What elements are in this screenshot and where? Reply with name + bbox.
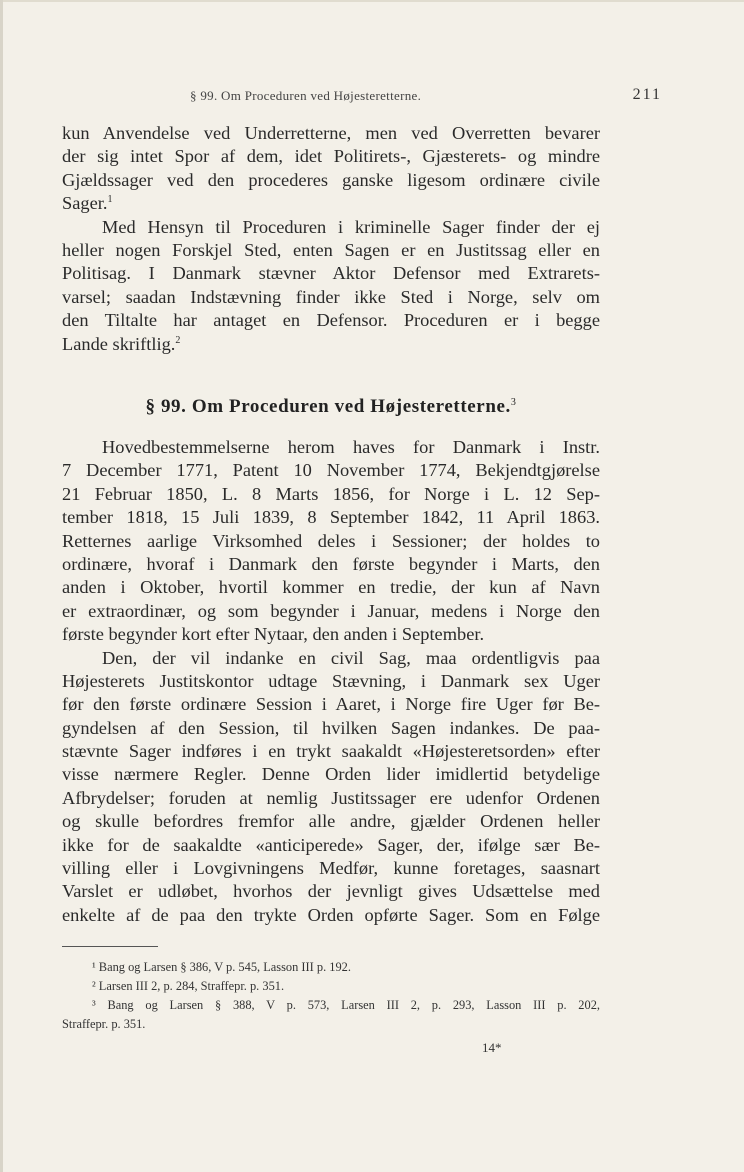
text-line: Afbrydelser; foruden at nemlig Justitssager ere udenfor Ordenen bbox=[62, 787, 600, 808]
text-line: Sager.$^1$ bbox=[62, 193, 113, 214]
section-heading: § 99. Om Proceduren ved Højesteretterne.$^3$ bbox=[145, 396, 517, 417]
page-edge-left bbox=[0, 0, 3, 1172]
page-number: 211 bbox=[632, 86, 662, 103]
text-line: stævnte Sager indføres i en trykt saakaldt «Højesteretsorden» efter bbox=[62, 741, 600, 762]
running-header bbox=[62, 84, 662, 108]
running-header-title: § 99. Om Proceduren ved Højesteretterne. bbox=[190, 88, 422, 103]
text-line: Den, der vil indanke en civil Sag, maa ordentligvis paa bbox=[102, 647, 600, 668]
footnote-ref[interactable]: 3 bbox=[510, 397, 517, 408]
text-line: der sig intet Spor af dem, idet Politirets-, Gjæsterets- og mindre bbox=[62, 146, 600, 167]
text-line: 7 December 1771, Patent 10 November 1774, Bekjendtgjørelse bbox=[62, 460, 600, 481]
text-line: Retternes aarlige Virksomhed deles i Sessioner; der holdes to bbox=[62, 530, 600, 551]
text-line: Med Hensyn til Proceduren i kriminelle Sager finder der ej bbox=[102, 216, 600, 237]
text-line: ikke for de saakaldte «anticiperede» Sager, der, ifølge sær Be- bbox=[62, 834, 600, 855]
footnote-ref[interactable]: 2 bbox=[175, 334, 181, 346]
signature-mark: 14* bbox=[482, 1040, 502, 1055]
main-text-section bbox=[62, 436, 600, 927]
text-line: heller nogen Forskjel Sted, enten Sagen er en Justitssag eller en bbox=[62, 239, 600, 260]
text-line: 21 Februar 1850, L. 8 Marts 1856, for Norge i L. 12 Sep- bbox=[62, 483, 600, 504]
text-line: Politisag. I Danmark stævner Aktor Defensor med Extrarets- bbox=[62, 263, 600, 284]
text-line: kun Anvendelse ved Underretterne, men ved Overretten bevarer bbox=[62, 123, 600, 143]
text-line: anden i Oktober, hvortil kommer en tredie, der kun af Navn bbox=[62, 577, 600, 598]
page-edge-top bbox=[0, 0, 744, 2]
footnotes bbox=[62, 958, 600, 1034]
text-line: Hovedbestemmelserne herom haves for Danmark i Instr. bbox=[102, 437, 600, 457]
text-line: villing eller i Lovgivningens Medfør, kunne foretages, saasnart bbox=[62, 858, 600, 879]
text-line: varsel; saadan Indstævning finder ikke Sted i Norge, selv om bbox=[62, 286, 600, 307]
text-line: og skulle befordres fremfor alle andre, gjælder Ordenen heller bbox=[62, 811, 600, 832]
footnote: ² Larsen III 2, p. 284, Straffepr. p. 351. bbox=[92, 979, 285, 993]
footnote: ¹ Bang og Larsen § 386, V p. 545, Lasson III p. 192. bbox=[92, 960, 351, 974]
text-line: Gjældssager ved den procederes ganske ligesom ordinære civile bbox=[62, 169, 600, 190]
text-line: før den første ordinære Session i Aaret, i Norge fire Uger før Be- bbox=[62, 694, 600, 715]
text-line: Højesterets Justitskontor udtage Stævning, i Danmark sex Uger bbox=[62, 670, 600, 691]
footnote-ref[interactable]: 1 bbox=[107, 194, 113, 206]
text-line: første begynder kort efter Nytaar, den anden i September. bbox=[62, 624, 485, 645]
footnote: Straffepr. p. 351. bbox=[62, 1017, 146, 1031]
footnote-divider bbox=[62, 946, 158, 947]
text-line: Varslet er udløbet, hvorhos der jevnligt gives Udsættelse med bbox=[62, 881, 600, 902]
text-line: tember 1818, 15 Juli 1839, 8 September 1842, 11 April 1863. bbox=[62, 507, 600, 528]
text-line: er extraordinær, og som begynder i Januar, medens i Norge den bbox=[62, 600, 600, 621]
text-line: ordinære, hvoraf i Danmark den første begynder i Marts, den bbox=[62, 553, 600, 574]
text-line: Lande skriftlig.$^2$ bbox=[62, 333, 181, 354]
text-line: visse nærmere Regler. Denne Orden lider imidlertid betydelige bbox=[62, 764, 600, 785]
text-line: gyndelsen af den Session, til hvilken Sagen indankes. De paa- bbox=[62, 717, 600, 738]
footnote: ³ Bang og Larsen § 388, V p. 573, Larsen III 2, p. 293, Lasson III p. 202, bbox=[92, 998, 600, 1012]
text-line: den Tiltalte har antaget en Defensor. Proceduren er i begge bbox=[62, 310, 600, 331]
main-text-top bbox=[62, 122, 600, 356]
text-line: enkelte af de paa den trykte Orden opførte Sager. Som en Følge bbox=[62, 904, 600, 925]
